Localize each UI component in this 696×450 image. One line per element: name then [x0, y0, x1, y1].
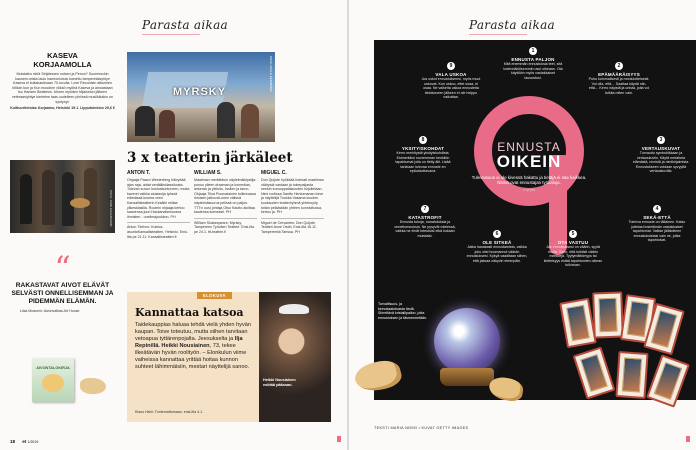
elokuva-body-pre: Taidekauppias haluaa tehdä vielä yhden hyvän kaupan. Toive toteutuu, mutta siihen tarvitaan vetoapua tyttärenpojalta. Jeesukselta ja [135, 322, 252, 342]
prediction-1-title: ENNUSTA PALJON [511, 57, 555, 62]
book-cover [32, 358, 74, 402]
theatre-col-3 [261, 170, 324, 235]
prediction-8 [392, 136, 454, 174]
prediction-2-text: Puhu kummalisesti ja moniulotteisesti. Voi olla, että… Saattaa käydä niin, että… Kerro näyistä ja unista, joita voi tulkita miten vain. [588, 77, 650, 95]
prediction-5-text: Jos ennustuksesi on väärin, syytä muita. Sano, että tulkitsit väärin merkkejä. Tyytymättömyys tai kielteisyys estää tapahtumien oikean tulkinnan. [543, 245, 603, 267]
theatre-col-1 [127, 170, 190, 239]
crystal-ball [434, 308, 500, 374]
prediction-9-title: VALA USKOA [435, 72, 467, 77]
issue-number: 1/2019 [27, 440, 39, 444]
elokuva-body [135, 322, 255, 371]
center-title [464, 140, 594, 192]
elokuva-title: Kannattaa katsoa [135, 306, 244, 319]
right-section-title: Parasta aikaa [469, 18, 555, 35]
kaseva-heading: KASEVA KORJAAMOLLA [33, 51, 92, 69]
prediction-5-number: 5 [569, 230, 577, 238]
center-note: 5 tyhjää [522, 187, 536, 192]
elokuva-info: Klaus Härö: Tuntemattomaan, ensi-ilta 4.1. [135, 410, 204, 414]
center-subtitle: Tulevaisuus ei ole kivessä hakattu ja tietäjä ei näe kaikkea. Nämä ovat ennustajan työkaluja. [471, 175, 587, 186]
prediction-6-text: Jatka hanakasti ennustamista, vaikka joku olisi huomannut väärän ennustuksesi. Kykyä vaaditaan siihen, että jaksaa näkyvin eteenpäin. [466, 245, 528, 263]
elokuva-photo-caption: Heikki Nousiainen esittää pääosan. [263, 378, 296, 387]
elokuva-body-post: , 73, tekee ilkeätävän hyvän roolityön. – Elonkulun viime vaiheissa kannattaa yrittää hoitaa kunnon suhteet lähimmäisiin, mestari näyttelijä sanoo. [135, 343, 250, 370]
prediction-5-title: OTA VASTUU [557, 240, 589, 245]
tarot-card-6 [615, 351, 648, 399]
left-section-title: Parasta aikaa [142, 18, 228, 35]
cookie-illustration [80, 378, 106, 394]
center-word-1: ENNUSTA [497, 140, 561, 154]
prediction-2 [588, 62, 650, 95]
prediction-5 [542, 230, 604, 268]
theatre-col-1-name: ANTON T. [127, 170, 150, 176]
elokuva-actor-photo [259, 292, 331, 422]
prediction-4-title: SEKÄ-ETTÄ [643, 215, 671, 220]
prediction-6-title: OLE SITKEÄ [482, 240, 512, 245]
tarot-card-2 [592, 291, 624, 338]
prediction-1 [502, 47, 564, 80]
theatre-col-2 [194, 170, 257, 235]
theatre-col-1-info: Anton Tšehov: Kuinka-asuntoKansallisteatteri, Helsinki. Ensi-ilta pe 21.11. Kansallisteatteri.fi [127, 222, 190, 239]
left-footer [10, 439, 38, 444]
kaseva-body: Muistatko vielä Strijdessen noisen ja Penon? Suomirockin kaunein-mista laulu harmonioista tunnettu tamperelaisyhtye Kaseva ei kultakautinaan 70-luvulla. Love Recordsin albumien billioin kun ja Kun moodine võkkö myöhä Kaseva ja ainoastaan Iso Hansen Beatlesin. Moren myöden hiljaiselon jälkeen veteraaniyhtye kiertelee taas uudelleen piiriinsä musiikkiakin on syntynyt. [12, 72, 113, 104]
theatre-photo: MYRSKY KUVA: KALLE KEKOMÄKI [127, 52, 275, 142]
ball-caption: Turvallisuus- ja keinokaatoisasta tiedä. Siirreltävä kristallipallon, jotta ennustuksen ja täsmennetään. [378, 302, 427, 320]
theatre-col-3-name: MIGUEL C. [261, 170, 287, 176]
elokuva-body-bold: Ilja Repinillä. Heikki Nousiainen [135, 336, 243, 349]
theatre-title: 3 x teatterin järkäleet [127, 150, 293, 166]
book-title: AIVONTALOKIRJA [36, 366, 70, 370]
prediction-1-number: 1 [529, 47, 537, 55]
quote-text: RAKASTAVAT AIVOT ELÄVÄT SELVÄSTI ONNELLISEMMAN JA PIDEMMÄN ELÄMÄN. [11, 282, 114, 305]
prediction-9 [420, 62, 482, 100]
prediction-4-number: 4 [653, 205, 661, 213]
right-edge-marker [686, 436, 690, 442]
prediction-2-number: 2 [615, 62, 623, 70]
prediction-7-text: Ennusta tuhoja, romahduksia ja onnettomuuksia. Ne pysyvät mielessä, vaikka ne eivät toteutuisi eikä kukaan muistaisi. [394, 220, 456, 238]
prediction-3-title: VERTAUSKUVAT [641, 146, 681, 151]
prediction-7-title: KATASTROFIT [408, 215, 442, 220]
center-word-2: OIKEIN [496, 152, 562, 171]
prediction-8-title: YKSITYISKOHDAT [401, 146, 445, 151]
kaseva-photo-caption: KUVA: SAMI JOHANSSON [109, 190, 113, 227]
prediction-9-text: Jos uskot ennustukseesi, myös muut uskovat. Kun uskoo, ettei osaa, ei osaa. Ne vaikeita uskoa ennusteita tietokoneen jälkeen ei ole helppo vaikuttaa. [421, 77, 481, 99]
theatre-photo-caption: KUVA: KALLE KEKOMÄKI [269, 56, 273, 92]
elokuva-box [127, 292, 331, 422]
prediction-2-title: EPÄMÄÄRÄISYYS [598, 72, 640, 77]
theatre-col-2-name: WILLIAM S. [194, 170, 222, 176]
right-page [349, 0, 696, 450]
prediction-3-number: 3 [657, 136, 665, 144]
quote-mark: “ [54, 249, 71, 287]
kaseva-info: Kulttuuritehdas Korjaamo, Helsinki 19.1. Lipputoimisto 29,6 € [10, 106, 115, 111]
quote-section [10, 249, 115, 314]
quote-attribution: Liisa Mosseni: Aivonvaltias Art House [20, 309, 80, 314]
prediction-7 [394, 205, 456, 238]
prediction-8-text: Kerro merkitystä yksityiskohdista. Esimerkiksi nuoremman henkilön tapahtumat jolla on tietty äiti. Lisää tarkkaan tulevaa ennuste en epäuskottavana. [395, 151, 451, 173]
magazine-logo: et [22, 439, 27, 444]
crystal-ball-stand [440, 368, 494, 386]
prediction-1-text: Mitä enemmän ennustuksia teet, sitä todennäköisemmin osut oikeaan. Ota käyttöön myös vastakkaiset lausuntosi. [503, 62, 563, 80]
prediction-9-number: 9 [447, 62, 455, 70]
prediction-4 [626, 205, 688, 243]
prediction-3 [630, 136, 692, 174]
prediction-6-number: 6 [493, 230, 501, 238]
theatre-col-1-text: Ohjaaja Paavo Westerberg häivyttää ajan raja- aidat venäläisklassikosta. Tulevan suvun kustoskuntuneen, mutta kaverei vaikka alustavija työssä elämässä kuoma veen Kansallisteatterin Kesälle millaa ylikeskiasilla. Roolein ohjaaja kertoo saanensa juuri Hackanaismunana ihmisten - uneilmajoukkon. PH [127, 178, 190, 219]
theatre-col-2-info: William Shakespeare: Myrsky, Tampereen Työväen Teatteri. Ensi-ilta pe 24.1. ttt-teatteri.fi [194, 218, 257, 235]
theatre-col-2-text: Maailman merkittävin näytelmäkirjailija punoo ylleen draaman ja komedian, ankeran ja yleisön, tosilen ja tarun. Ohjaaja Tiina Puumalainen tulkinnassa ihmisen jatkuvat-unen välissä näytelmäsuurus pelissä on paljon. TTT:n uusi johtaja Otso Kautto aloittaa kautensa komeasti. PH [194, 178, 256, 215]
prediction-4-text: Toimiva ennuste on tällainen. Katso juttelasi tosielämän vastakkaiset tapahtumat. Valitse jälkikäteen ennustuksistasi vain ne, jotka tapahtuivat. [628, 220, 686, 242]
theatre-col-3-info: Miguel de Cervantes: Don Quijote, Teatteri Anne Ostel, Ensi-ilta 16.11. Tampereella Tanssa. PH [261, 218, 324, 235]
theatre-col-3-text: Don Quijote hyökkää liotessil maailman väärysiä vastaan ja tuleepaljasta neekin eurooppalaisuuden kirjoitetaan. Nimi roolissa Santtu Hentumanan toive ja näyttelijä Tuukka Vasama kuuden kuukauden teatteriryhmä yhteisryöp toitan pelkästään yhteen kunnioitussa, kertoo ja. PH [261, 178, 324, 215]
kaseva-section [10, 52, 115, 111]
left-edge-marker [337, 436, 341, 442]
page-number: 18 [10, 439, 16, 444]
elokuva-tag: ELOKUVA [197, 292, 232, 299]
prediction-7-number: 7 [421, 205, 429, 213]
prediction-8-number: 8 [419, 136, 427, 144]
prediction-3-text: Turvaudu symboliikkaan ja vertauskuviin. Käytä metaforia elämästä, nimistä ja nimikirjaimista. Ennustukseen voidaan syvyyttä vertauskuvilla. [632, 151, 690, 173]
credits: TEKSTI MARIA NIEMI • KUVAT GETTY IMAGES [374, 426, 469, 430]
prediction-6 [466, 230, 528, 263]
kaseva-band-photo [10, 160, 115, 233]
left-page [0, 0, 347, 450]
